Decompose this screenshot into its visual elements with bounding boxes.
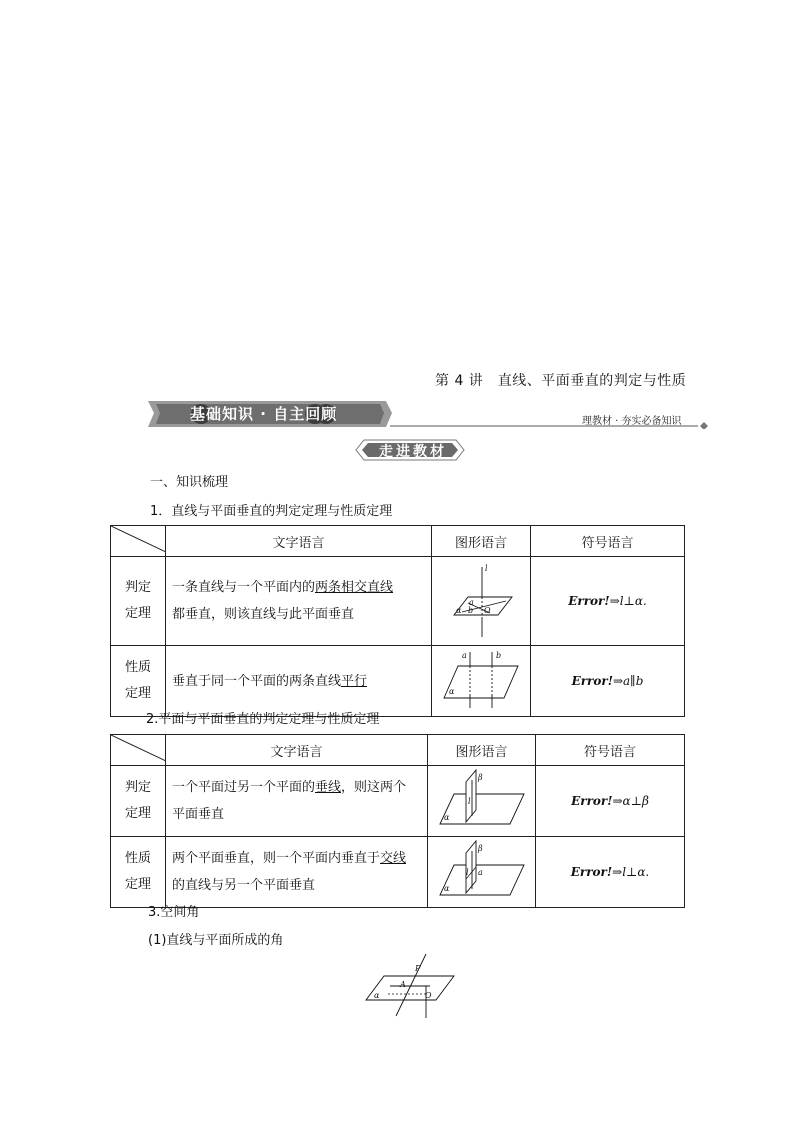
row-figure xyxy=(428,837,536,908)
table-header-row xyxy=(111,735,685,766)
table-row xyxy=(111,766,685,837)
row-figure xyxy=(428,766,536,837)
header-text: 文字语言 xyxy=(166,526,432,557)
svg-text:α: α xyxy=(374,991,380,1000)
plane-perp-property-diagram xyxy=(428,837,536,903)
error-text: Error! xyxy=(568,594,610,608)
svg-text:β: β xyxy=(478,844,483,853)
error-text: Error! xyxy=(571,674,613,688)
svg-text:l: l xyxy=(468,797,471,806)
svg-text:l: l xyxy=(485,564,488,573)
banner-title xyxy=(190,403,337,424)
svg-text:O: O xyxy=(425,991,432,1000)
plane-perp-diagram xyxy=(428,766,536,832)
row-description: 一个平面过另一个平面的垂线，则这两个 平面垂直 xyxy=(166,766,428,837)
row-symbol: Error!⇒a∥b xyxy=(531,646,685,717)
table-line-plane xyxy=(110,525,685,717)
table-row xyxy=(111,557,685,646)
line-plane-diagram xyxy=(432,557,531,641)
corner-cell xyxy=(111,526,166,557)
error-text: Error! xyxy=(571,794,613,808)
table-header-row xyxy=(111,526,685,557)
header-text: 文字语言 xyxy=(166,735,428,766)
item2-heading: 2.平面与平面垂直的判定定理与性质定理 xyxy=(146,712,380,727)
header-figure: 图形语言 xyxy=(428,735,536,766)
lesson-title: 第 4 讲 直线、平面垂直的判定与性质 xyxy=(435,373,687,389)
key-term: 两条相交直线 xyxy=(315,580,394,595)
section-heading: 一、知识梳理 xyxy=(150,475,229,490)
banner-title-b: 自主回顾 xyxy=(273,405,338,423)
error-text: Error! xyxy=(570,865,613,879)
svg-text:b: b xyxy=(468,606,474,615)
line-plane-angle-diagram xyxy=(360,950,460,1022)
table-row xyxy=(111,837,685,908)
svg-text:a: a xyxy=(469,598,474,607)
item3-1-heading: (1)直线与平面所成的角 xyxy=(148,933,284,948)
parallel-lines-diagram xyxy=(432,646,531,712)
svg-text:β: β xyxy=(478,773,483,782)
row-description: 垂直于同一个平面的两条直线平行 xyxy=(166,646,432,717)
row-label: 性质 定理 xyxy=(111,837,166,908)
svg-text:α: α xyxy=(444,813,450,822)
row-label: 判定 定理 xyxy=(111,766,166,837)
svg-text:P: P xyxy=(415,964,421,973)
key-term: 交线 xyxy=(380,851,407,866)
key-term: 垂线 xyxy=(315,780,342,795)
table-plane-plane xyxy=(110,734,685,908)
corner-cell xyxy=(111,735,166,766)
svg-text:α: α xyxy=(449,687,455,696)
header-symbol: 符号语言 xyxy=(536,735,685,766)
row-symbol: Error!⇒l⊥α. xyxy=(531,557,685,646)
svg-text:α: α xyxy=(456,606,462,615)
svg-text:l: l xyxy=(466,868,469,877)
svg-text:A: A xyxy=(400,980,406,989)
banner-subtitle: 理教材 · 夯实必备知识 xyxy=(582,416,682,427)
item1-heading: 1．直线与平面垂直的判定定理与性质定理 xyxy=(150,504,393,519)
item3-heading: 3.空间角 xyxy=(148,905,200,920)
pill-label: 走进教材 xyxy=(379,444,447,460)
banner-dot: · xyxy=(260,405,267,423)
banner-title-a: 基础知识 xyxy=(190,405,255,423)
header-symbol: 符号语言 xyxy=(531,526,685,557)
row-figure xyxy=(432,646,531,717)
row-label: 性质 定理 xyxy=(111,646,166,717)
row-description: 两个平面垂直，则一个平面内垂直于交线 的直线与另一个平面垂直 xyxy=(166,837,428,908)
svg-text:b: b xyxy=(496,651,502,660)
row-symbol: Error!⇒l⊥α. xyxy=(536,837,685,908)
row-description: 一条直线与一个平面内的两条相交直线 都垂直，则该直线与此平面垂直 xyxy=(166,557,432,646)
key-term: 平行 xyxy=(341,673,368,689)
svg-text:O: O xyxy=(484,606,491,615)
header-figure: 图形语言 xyxy=(432,526,531,557)
svg-text:α: α xyxy=(444,884,450,893)
row-symbol: Error!⇒α⊥β xyxy=(536,766,685,837)
svg-text:a: a xyxy=(478,868,483,877)
svg-text:a: a xyxy=(462,651,467,660)
table-row xyxy=(111,646,685,717)
row-figure xyxy=(432,557,531,646)
row-label: 判定 定理 xyxy=(111,557,166,646)
